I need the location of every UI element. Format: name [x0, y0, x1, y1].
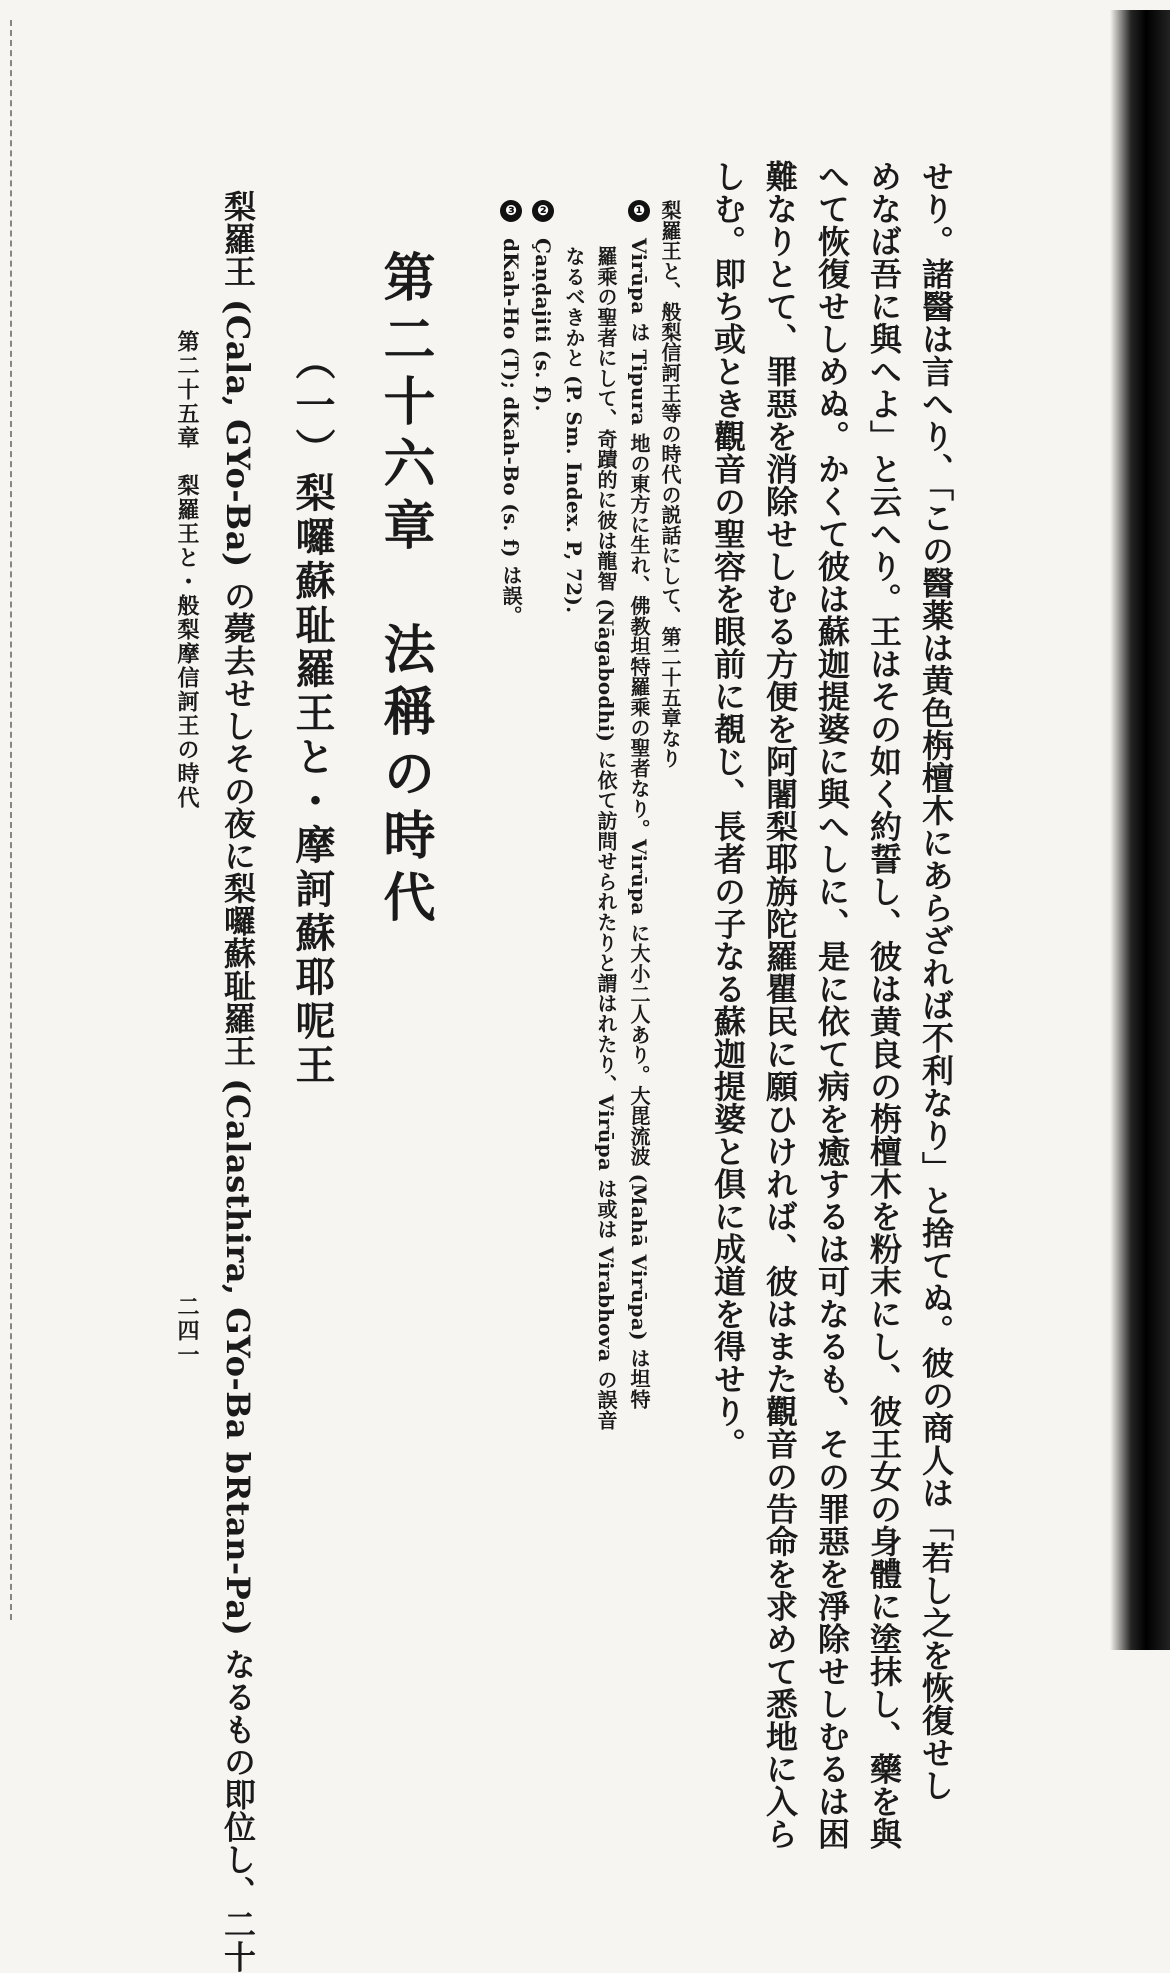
note-marker-2: ❷	[532, 200, 554, 222]
note-1-cont-1: 羅乘の聖者にして、奇蹟的に彼は龍智 (Nāgabodhi) に依て訪問せられたりと謂はれたり、Virūpa は或は Virabhova の誤音	[594, 246, 618, 1431]
note-1	[628, 200, 650, 1409]
note-marker-3: ❸	[500, 200, 522, 222]
note-2	[532, 200, 554, 412]
body-line-3: へて恢復せしめぬ。かくて彼は蘇迦提婆に與へしに、是に依て病を癒するは可なるも、その罪惡を淨除せしむるは困	[813, 160, 851, 1850]
section-heading: （一）梨囉蘇耻羅王と・摩訶蘇耶呢王	[289, 340, 336, 1088]
note-1-text: Virūpa は Tipura 地の東方に生れ、佛教坦特羅乘の聖者なり。Virūpa に大小二人あり。大毘流波 (Mahā Virūpa) は坦特	[627, 238, 651, 1410]
note-intro: 梨羅王と、般梨信訶王等の時代の説話にして、第二十五章なり	[658, 200, 682, 769]
note-3	[500, 200, 522, 626]
note-marker-1: ❶	[628, 200, 650, 222]
body-line-4: 難なりとて、罪惡を消除せしむる方便を阿闍梨耶旃陀羅瞿民に願ひければ、彼はまた觀音の告命を求めて悉地に入ら	[761, 160, 799, 1850]
section-body-line-1: 梨羅王 (Cala, GYo-Ba) の薨去せしその夜に梨囉蘇耻羅王 (Calasthira, GYo-Ba bRtan-Pa) なるもの即位し、二十	[219, 190, 257, 1973]
chapter-heading: 第二十六章 法稱の時代	[374, 250, 435, 932]
note-1-cont-2: なるべきかと (P. Sm. Index. P, 72).	[562, 246, 586, 614]
running-chapter-title: 第二十五章 梨羅王と・般梨摩信訶王の時代	[174, 330, 200, 810]
body-line-1: せり。諸醫は言へり、「この醫薬は黄色栴檀木にあらざれば不利なり」と捨てぬ。彼の商人は「若し之を恢復せし	[917, 160, 955, 1802]
scan-edge-left	[10, 20, 16, 1620]
page-number: 二四一	[174, 1295, 200, 1367]
scan-edge-shadow	[1110, 10, 1170, 1650]
body-line-2: めなば吾に與へよ」と云へり。王はその如く約誓し、彼は黄良の栴檀木を粉末にし、彼王女の身體に塗抹し、藥を與	[865, 160, 903, 1850]
body-line-5: しむ。即ち或とき觀音の聖容を眼前に覩じ、長者の子なる蘇迦提婆と倶に成道を得せり。	[709, 160, 747, 1460]
note-2-text: Çaṇḍajiti (s. f).	[531, 238, 555, 412]
note-3-text: dKah-Ho (T); dKah-Bo (s. f) は誤。	[499, 238, 523, 626]
